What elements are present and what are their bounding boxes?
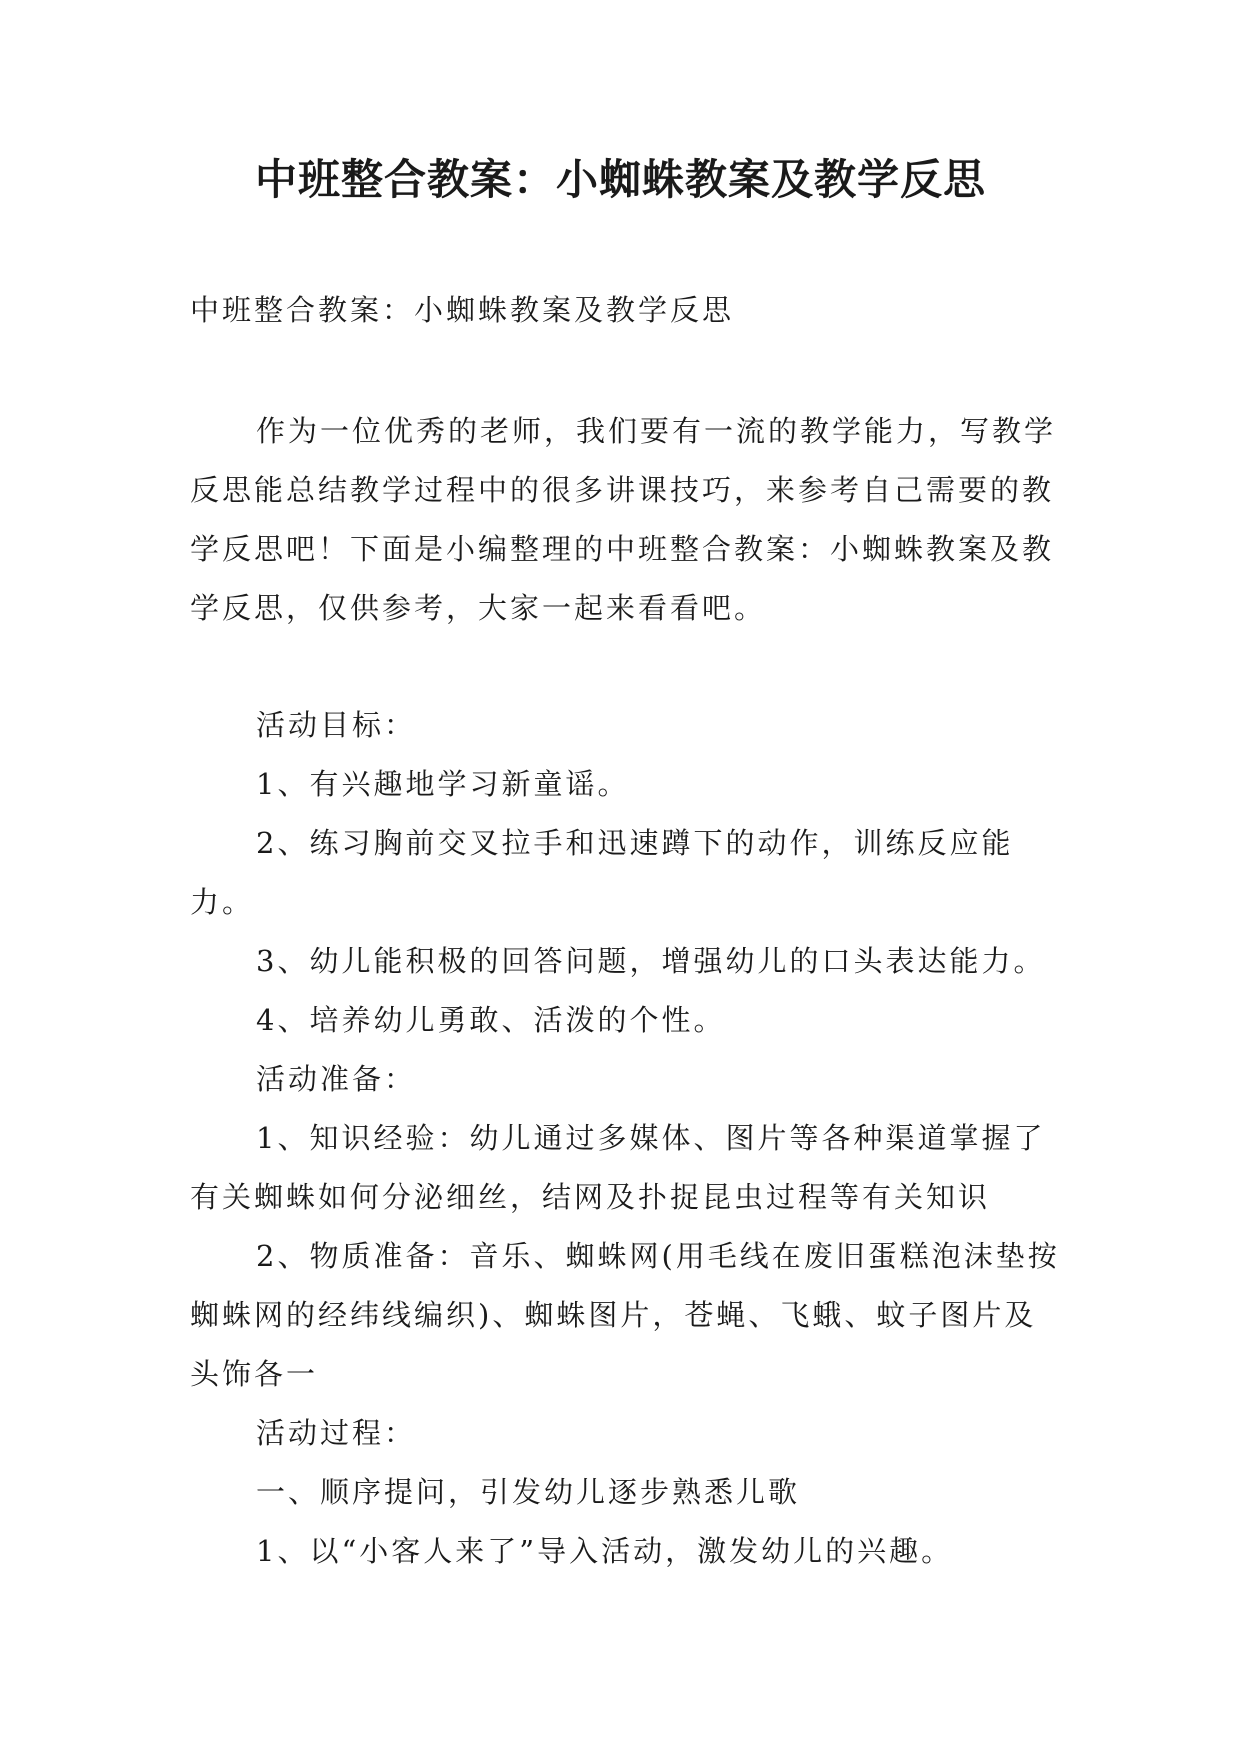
document-body <box>190 696 1060 1581</box>
goal-item-1: 1、有兴趣地学习新童谣。 <box>256 767 630 801</box>
preparation-item-2: 2、物质准备：音乐、蜘蛛网(用毛线在废旧蛋糕泡沫垫按蜘蛛网的经纬线编织)、蜘蛛图片，苍蝇、飞蛾、蚊子图片及头饰各一 <box>190 1239 1060 1391</box>
process-step-heading: 一、顺序提问，引发幼儿逐步熟悉儿歌 <box>256 1475 801 1509</box>
section-heading-goals: 活动目标： <box>256 708 417 742</box>
document-title: 中班整合教案：小蜘蛛教案及教学反思 <box>254 155 986 204</box>
goal-item-2: 2、练习胸前交叉拉手和迅速蹲下的动作，训练反应能力。 <box>190 826 1014 919</box>
goal-item-4: 4、培养幼儿勇敢、活泼的个性。 <box>256 1003 726 1037</box>
goal-item-3: 3、幼儿能积极的回答问题，增强幼儿的口头表达能力。 <box>256 944 1046 978</box>
section-heading-preparation: 活动准备： <box>256 1062 417 1096</box>
intro-paragraph: 作为一位优秀的老师，我们要有一流的教学能力，写教学反思能总结教学过程中的很多讲课技巧，来参考自己需要的教学反思吧！下面是小编整理的中班整合教案：小蜘蛛教案及教学反思，仅供参考，大家一起来看看吧。 <box>190 414 1057 625</box>
section-heading-process: 活动过程： <box>256 1416 417 1450</box>
process-step-1: 1、以“小客人来了”导入活动，激发幼儿的兴趣。 <box>256 1534 954 1568</box>
preparation-item-1: 1、知识经验：幼儿通过多媒体、图片等各种渠道掌握了有关蜘蛛如何分泌细丝，结网及扑捉昆虫过程等有关知识 <box>190 1121 1046 1214</box>
document-subtitle: 中班整合教案：小蜘蛛教案及教学反思 <box>190 293 735 327</box>
